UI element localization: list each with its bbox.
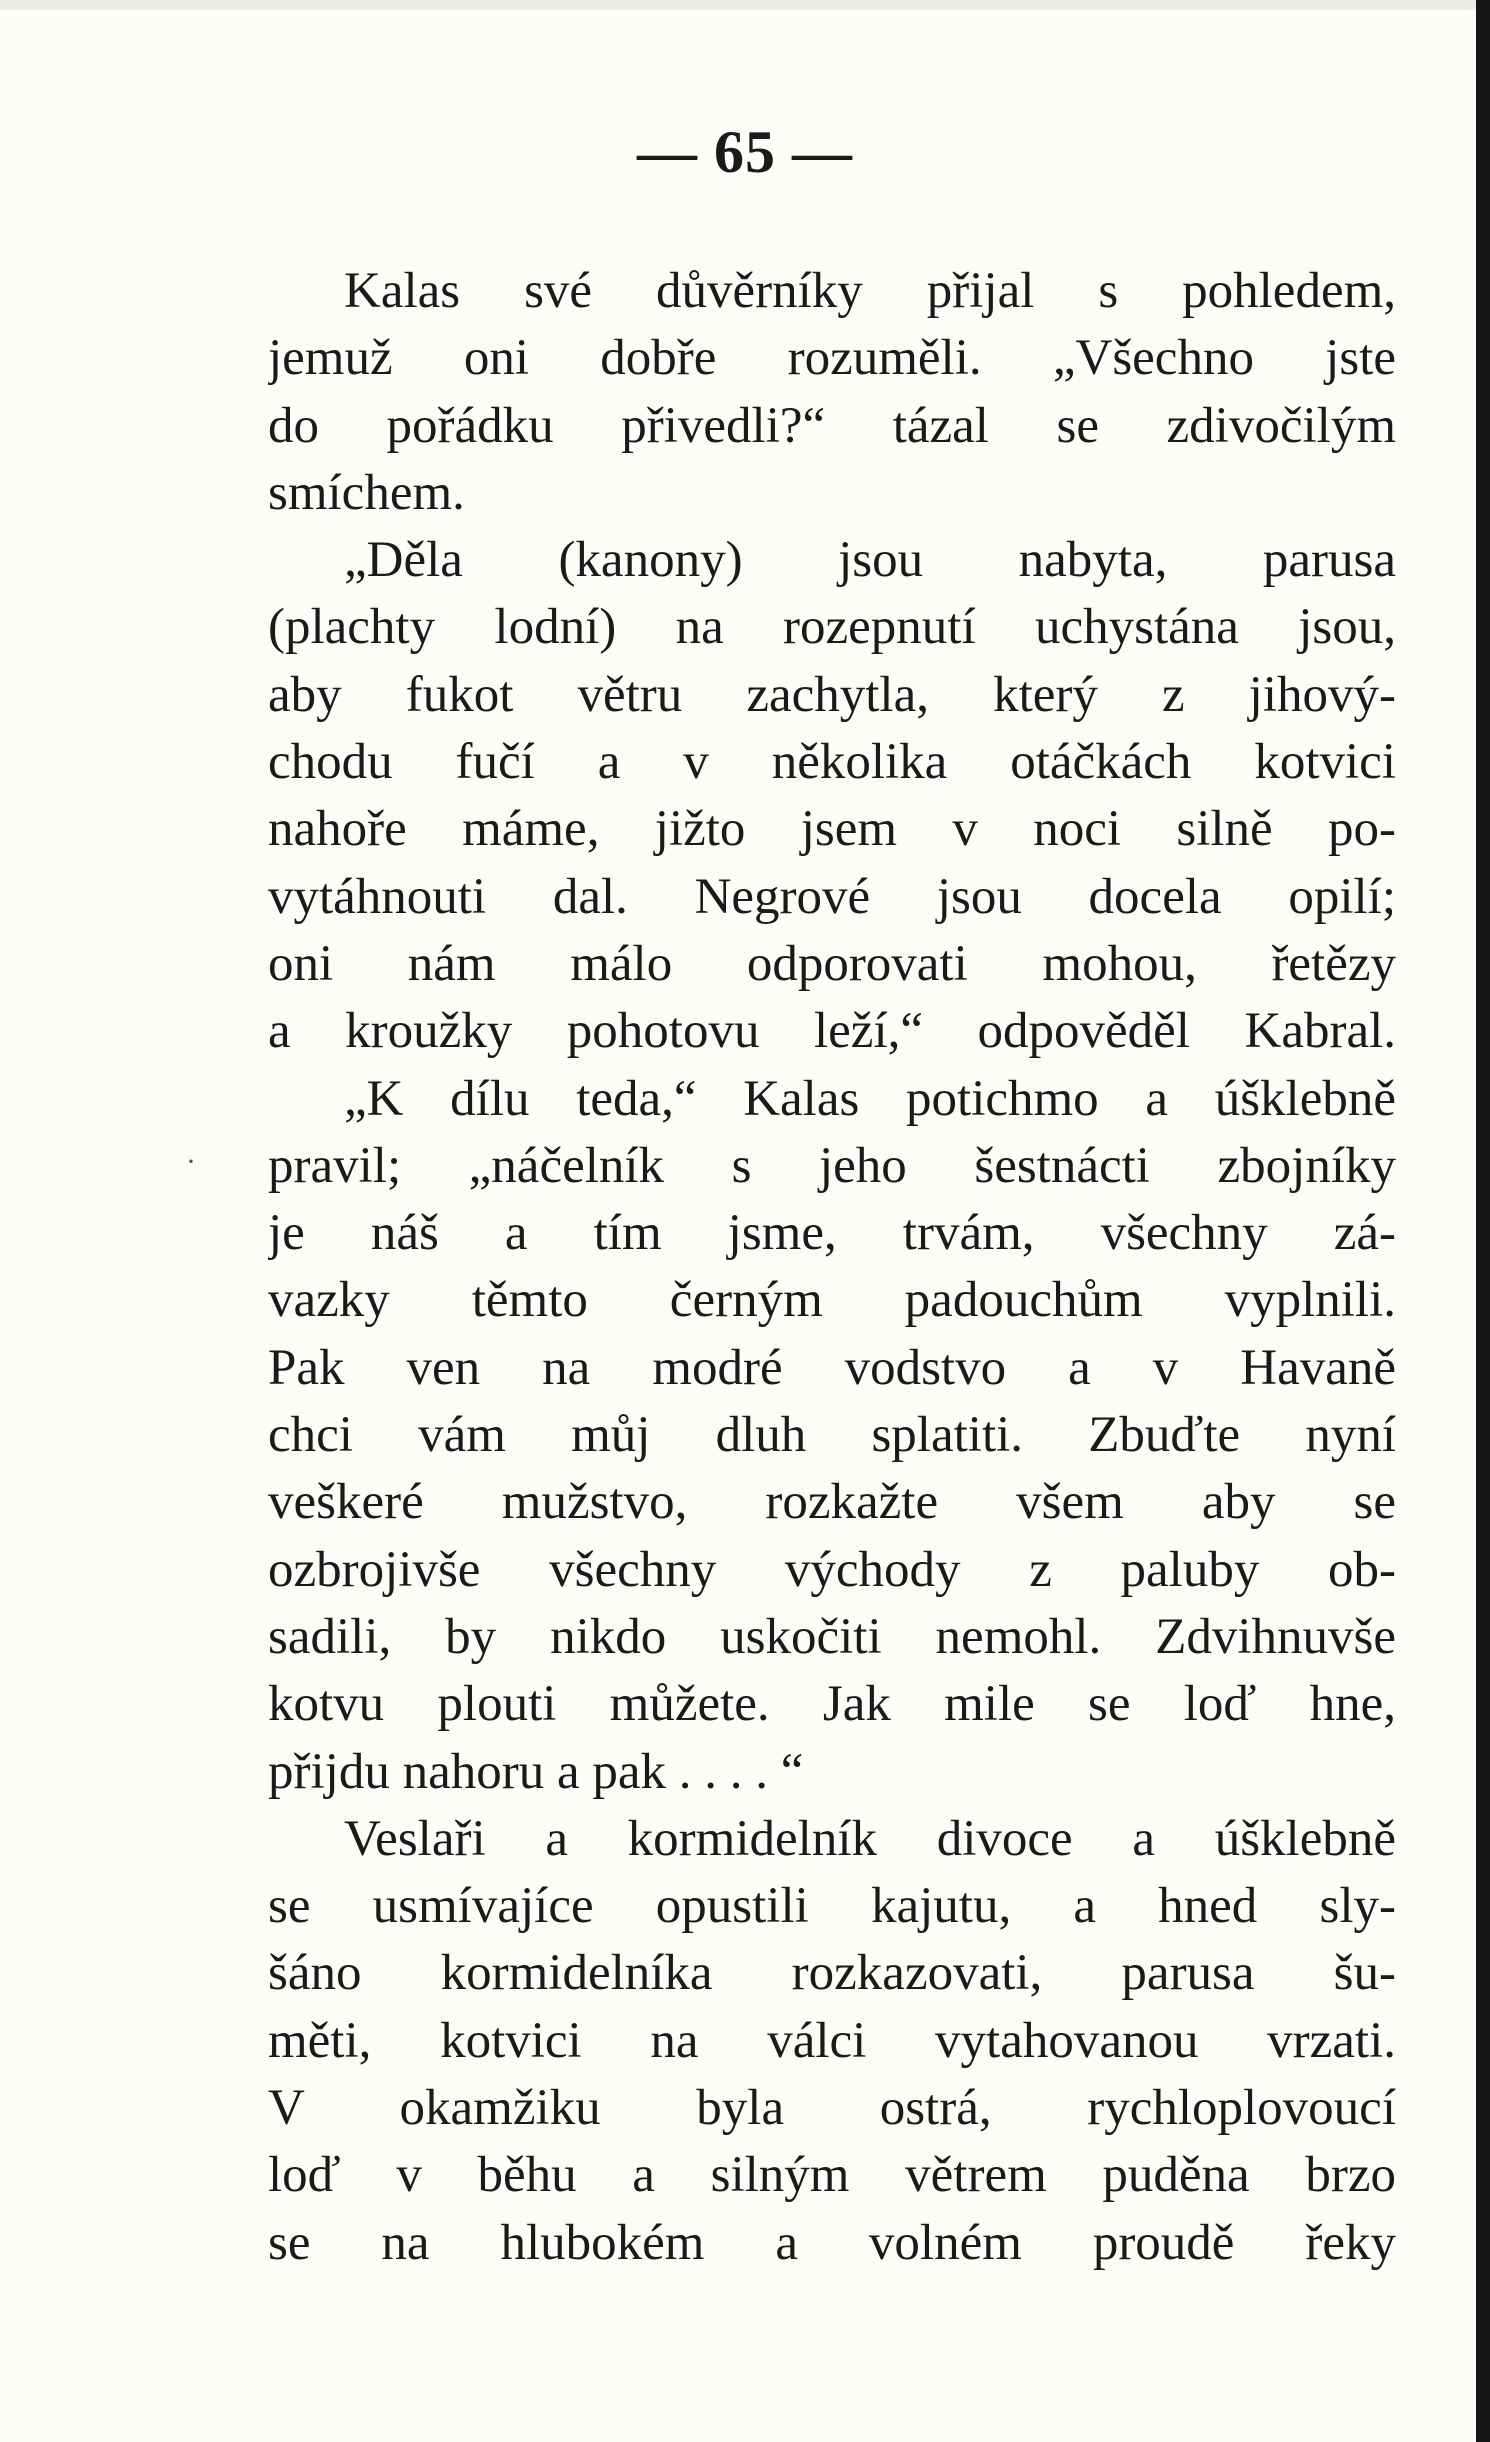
text-line: Pak ven na modré vodstvo a v Havaně (268, 1339, 1396, 1396)
text-line: chci vám můj dluh splatiti. Zbuďte nyní (268, 1407, 1396, 1464)
text-line: do pořádku přivedli?“ tázal se zdivočilým (268, 397, 1396, 454)
text-line: vazky těmto černým padouchům vyplnili. (268, 1272, 1396, 1329)
text-line: nahoře máme, jižto jsem v noci silně po- (268, 801, 1396, 858)
text-line: oni nám málo odporovati mohou, řetězy (268, 935, 1396, 992)
text-line: měti, kotvici na válci vytahovanou vrzati. (268, 2012, 1396, 2069)
text-line: se na hlubokém a volném proudě řeky (268, 2214, 1396, 2271)
text-line: Kalas své důvěrníky přijal s pohledem, (344, 263, 1396, 319)
text-line: chodu fučí a v několika otáčkách kotvici (268, 734, 1396, 791)
scan-speck: · (186, 1145, 196, 1178)
text-line: kotvu plouti můžete. Jak mile se loď hne, (268, 1676, 1396, 1733)
text-line: „Děla (kanony) jsou nabyta, parusa (344, 532, 1396, 589)
page-number: — 65 — (637, 119, 853, 185)
text-line: „K dílu teda,“ Kalas potichmo a úšklebně (344, 1070, 1396, 1127)
text-line: jemuž oni dobře rozuměli. „Všechno jste (268, 330, 1396, 387)
text-line: V okamžiku byla ostrá, rychloplovoucí (268, 2080, 1396, 2137)
text-line: sadili, by nikdo uskočiti nemohl. Zdvihnuvše (268, 1608, 1396, 1665)
text-line: vytáhnouti dal. Negrové jsou docela opilí; (268, 868, 1396, 925)
text-line: šáno kormidelníka rozkazovati, parusa šu- (268, 1945, 1396, 2002)
text-line: ozbrojivše všechny východy z paluby ob- (268, 1541, 1396, 1598)
text-line: aby fukot větru zachytla, který z jihový- (268, 666, 1396, 723)
scan-top-edge (0, 0, 1490, 10)
text-line: Veslaři a kormidelník divoce a úšklebně (344, 1810, 1396, 1867)
scan-right-edge (1476, 0, 1490, 2442)
body-text (268, 258, 1396, 2277)
text-line: a kroužky pohotovu leží,“ odpověděl Kabral. (268, 1003, 1396, 1060)
text-line: pravil; „náčelník s jeho šestnácti zbojníky (268, 1137, 1396, 1194)
text-line: veškeré mužstvo, rozkažte všem aby se (268, 1474, 1396, 1531)
text-line: je náš a tím jsme, trvám, všechny zá- (268, 1205, 1396, 1262)
text-line: se usmívajíce opustili kajutu, a hned sly- (268, 1878, 1396, 1935)
text-line: přijdu nahoru a pak . . . . “ (268, 1743, 804, 1800)
text-line: smíchem. (268, 464, 465, 521)
text-line: (plachty lodní) na rozepnutí uchystána jsou, (268, 599, 1396, 656)
text-line: loď v běhu a silným větrem puděna brzo (268, 2147, 1396, 2204)
